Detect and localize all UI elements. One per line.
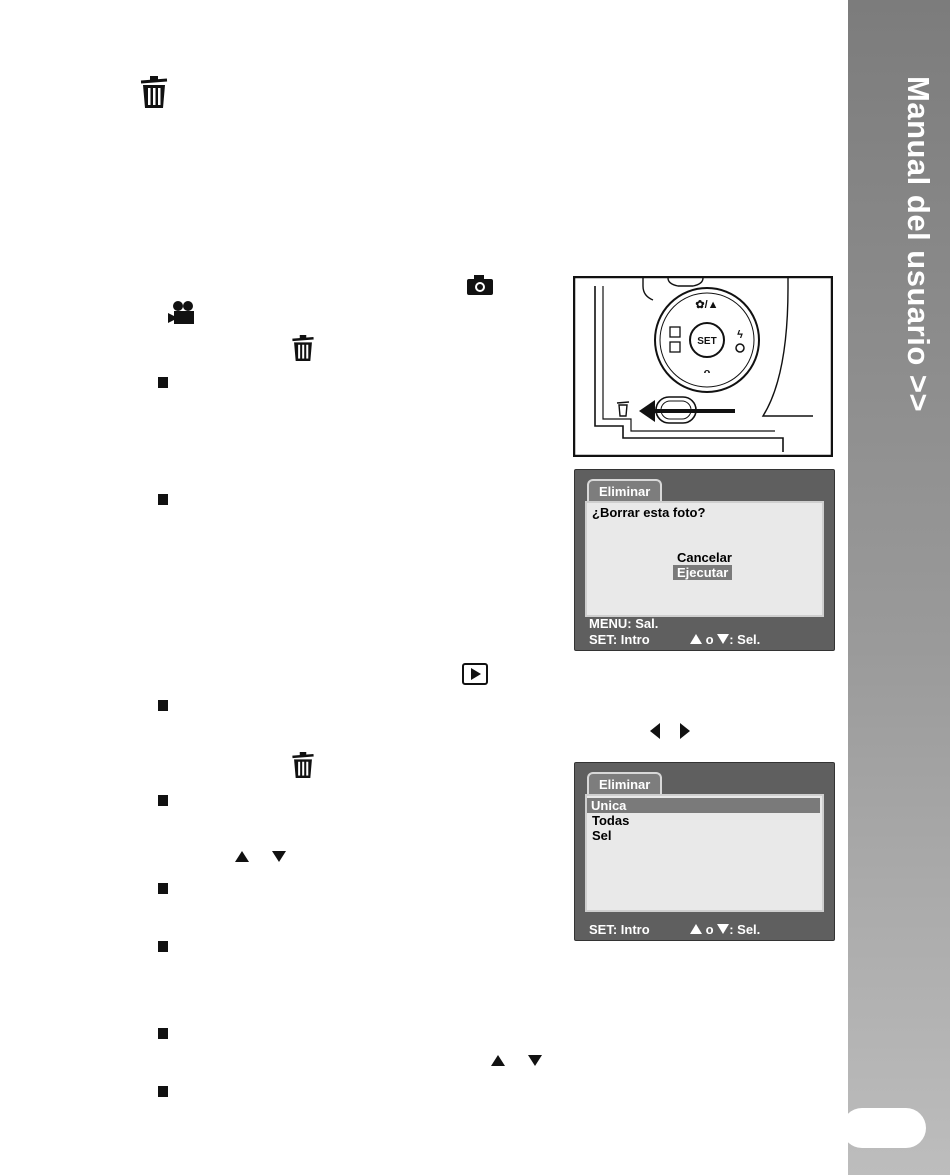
option-all[interactable]: Todas bbox=[592, 813, 630, 828]
svg-text:ᴖ: ᴖ bbox=[703, 367, 711, 379]
footer-set: SET: Intro bbox=[589, 922, 650, 937]
footer-sel: : Sel. bbox=[729, 632, 761, 647]
option-single-selected[interactable]: Unica bbox=[587, 798, 820, 813]
sidebar bbox=[848, 0, 950, 1175]
camera-back-illustration bbox=[573, 276, 833, 457]
screen-tab: Eliminar bbox=[587, 479, 662, 503]
page-number-tab bbox=[842, 1108, 926, 1148]
down-arrow-icon bbox=[272, 851, 286, 862]
bullet bbox=[158, 700, 168, 711]
svg-text:SET: SET bbox=[697, 336, 717, 347]
sidebar-title: Manual del usuario >> bbox=[901, 76, 936, 413]
bullet bbox=[158, 377, 168, 388]
right-arrow-icon bbox=[680, 723, 690, 739]
delete-question: ¿Borrar esta foto? bbox=[592, 505, 706, 520]
footer-select bbox=[690, 632, 760, 647]
bullet bbox=[158, 883, 168, 894]
footer-sel: : Sel. bbox=[729, 922, 761, 937]
lcd-screen-delete-menu bbox=[574, 762, 835, 941]
screen-panel bbox=[585, 794, 824, 912]
up-arrow-icon bbox=[491, 1055, 505, 1066]
footer-menu: MENU: Sal. bbox=[589, 616, 659, 631]
option-select[interactable]: Sel bbox=[592, 828, 612, 843]
playback-icon bbox=[462, 663, 488, 685]
camera-icon bbox=[466, 274, 494, 296]
up-arrow-icon bbox=[235, 851, 249, 862]
lcd-screen-delete-confirm bbox=[574, 469, 835, 651]
screen-tab: Eliminar bbox=[587, 772, 662, 796]
bullet bbox=[158, 1086, 168, 1097]
bullet bbox=[158, 795, 168, 806]
down-arrow-icon bbox=[717, 634, 729, 644]
down-arrow-icon bbox=[717, 924, 729, 934]
svg-text:ϟ: ϟ bbox=[737, 329, 743, 341]
option-cancel[interactable]: Cancelar bbox=[677, 550, 732, 565]
trash-icon bbox=[290, 751, 316, 779]
bullet bbox=[158, 941, 168, 952]
video-camera-icon bbox=[168, 300, 196, 326]
down-arrow-icon bbox=[528, 1055, 542, 1066]
up-arrow-icon bbox=[690, 634, 702, 644]
footer-select bbox=[690, 922, 760, 937]
bullet bbox=[158, 494, 168, 505]
footer-sep: o bbox=[705, 922, 714, 937]
trash-icon bbox=[290, 334, 316, 362]
footer-sep: o bbox=[705, 632, 714, 647]
bullet bbox=[158, 1028, 168, 1039]
trash-icon bbox=[138, 75, 170, 109]
svg-text:✿/▲: ✿/▲ bbox=[695, 299, 719, 311]
left-arrow-icon bbox=[650, 723, 660, 739]
option-execute-selected[interactable]: Ejecutar bbox=[673, 565, 732, 580]
footer-set: SET: Intro bbox=[589, 632, 650, 647]
screen-panel bbox=[585, 501, 824, 617]
up-arrow-icon bbox=[690, 924, 702, 934]
